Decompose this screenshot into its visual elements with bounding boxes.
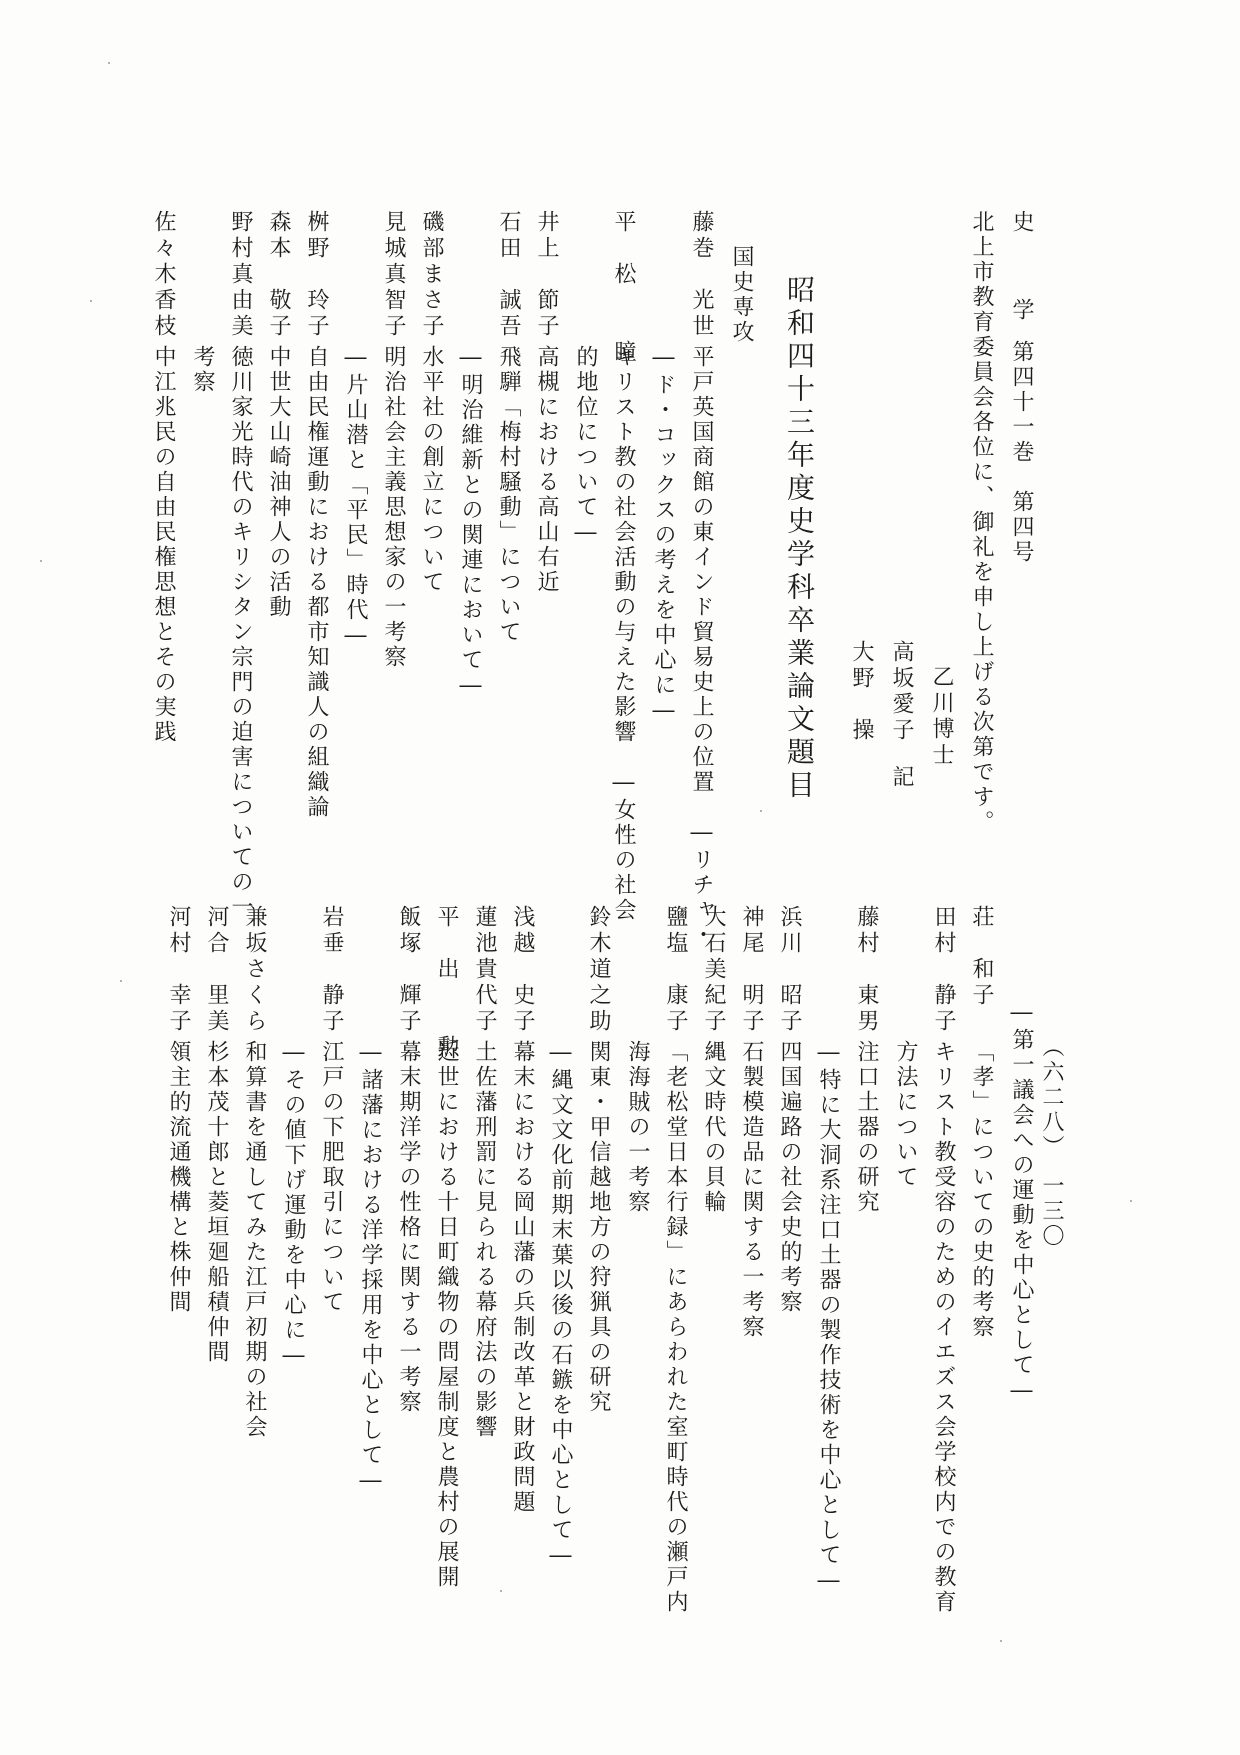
- entry-title: 「孝」についての史的考察: [969, 1040, 994, 1340]
- entry-title: 幕末期洋学の性格に関する一考察: [396, 1040, 421, 1415]
- entry-name: 磯部まさ子: [419, 210, 444, 340]
- entry-name: 平 出 勲: [434, 905, 459, 1061]
- entry-name: 野村真由美: [228, 210, 253, 340]
- entry-title: キリスト教受容のためのイエズス会学校内での教育: [931, 1040, 956, 1615]
- entry-title: 四国遍路の社会史的考察: [777, 1040, 802, 1315]
- scan-speck: [1130, 1200, 1132, 1202]
- entry-title: 自由民権運動における都市知識人の組織論: [304, 345, 329, 820]
- entry-title: 平戸英国商館の東インド貿易史上の位置 ―リチャ・: [689, 345, 714, 948]
- entry-name: 浅越 史子: [510, 905, 535, 1035]
- entry-name: 井上 節子: [534, 210, 559, 340]
- scan-speck: [120, 980, 122, 982]
- entry-title: 海海賊の一考察: [625, 1040, 650, 1215]
- entry-title: 幕末における岡山藩の兵制改革と財政問題: [510, 1040, 535, 1515]
- entry-title: 飛騨「梅村騒動」について: [496, 345, 521, 645]
- entry-title: 水平社の創立について: [419, 345, 444, 595]
- scan-speck: [1000, 1640, 1002, 1642]
- entry-name: 森本 敬子: [266, 210, 291, 340]
- entry-name: 鹽塩 康子: [663, 905, 688, 1035]
- entry-title: 近世における十日町織物の問屋制度と農村の展開: [434, 1040, 459, 1590]
- entry-title: 的地位について―: [573, 345, 598, 548]
- entry-title: 中世大山崎油神人の活動: [266, 345, 291, 620]
- entry-title: ―縄文文化前期末葉以後の石鏃を中心として―: [548, 1040, 573, 1571]
- entry-name: 藤村 東男: [854, 905, 879, 1035]
- entry-name: 見城真智子: [381, 210, 406, 340]
- scan-speck: [760, 810, 762, 812]
- section-title: 昭和四十三年度史学科卒業論文題目: [783, 275, 816, 803]
- entry-title: 関東・甲信越地方の狩猟具の研究: [586, 1040, 611, 1415]
- entry-name: 石田 誠吾: [496, 210, 521, 340]
- entry-title: 高槻における高山右近: [534, 345, 559, 595]
- entry-title: ―第一議会への運動を中心として―: [1009, 1000, 1034, 1406]
- entry-title: ―片山潜と「平民」時代―: [343, 345, 368, 651]
- journal-name: 史 学: [1009, 210, 1034, 342]
- entry-title: 方法について: [893, 1040, 918, 1190]
- scan-speck: [90, 300, 92, 302]
- entry-title: ―諸藩における洋学採用を中心として―: [358, 1040, 383, 1496]
- entry-title: 縄文時代の貝輪: [701, 1040, 726, 1215]
- entry-title: 徳川家光時代のキリシタン宗門の迫害についての一: [228, 345, 253, 920]
- scan-speck: [40, 560, 42, 562]
- entry-title: 領主的流通機構と株仲間: [166, 1040, 191, 1315]
- signer-1: 乙川博士: [929, 665, 954, 769]
- entry-title: キリスト教の社会活動の与えた影響 ―女性の社会: [611, 345, 636, 923]
- entry-name: 岩垂 静子: [319, 905, 344, 1035]
- entry-name: 蓮池貴代子: [472, 905, 497, 1035]
- entry-title: 中江兆民の自由民権思想とその実践: [151, 345, 176, 745]
- entry-title: 土佐藩刑罰に見られる幕府法の影響: [472, 1040, 497, 1440]
- entry-title: 注口土器の研究: [854, 1040, 879, 1215]
- thanks-message: 北上市教育委員会各位に、御礼を申し上げる次第です。: [969, 210, 994, 835]
- entry-name: 大石美紀子: [701, 905, 726, 1035]
- entry-title: 「老松堂日本行録」にあらわれた室町時代の瀬戸内: [663, 1040, 688, 1615]
- scan-speck: [108, 62, 110, 64]
- entry-title: 考察: [190, 345, 215, 395]
- entry-title: 石製模造品に関する一考察: [739, 1040, 764, 1340]
- entry-title: 和算書を通してみた江戸初期の社会: [242, 1040, 267, 1440]
- issue-label: 第四十一巻 第四号: [1009, 340, 1034, 565]
- entry-title: ―その値下げ運動を中心に―: [281, 1040, 306, 1371]
- entry-title: ―ド・コックスの考えを中心に―: [651, 345, 676, 726]
- signer-3: 大野 操: [849, 640, 874, 744]
- entry-name: 平 松 瞳: [611, 210, 636, 366]
- entry-title: ―特に大洞系注口土器の製作技術を中心として―: [816, 1040, 841, 1596]
- entry-title: 明治社会主義思想家の一考察: [381, 345, 406, 670]
- scan-speck: [500, 1590, 502, 1592]
- entry-name: 佐々木香枝: [151, 210, 176, 340]
- page-number: （六二八） 一三〇: [1039, 1035, 1064, 1249]
- entry-name: 飯塚 輝子: [396, 905, 421, 1035]
- entry-name: 荘 和子: [969, 905, 994, 1009]
- entry-name: 桝野 玲子: [304, 210, 329, 340]
- entry-title: ―明治維新との関連において―: [458, 345, 483, 701]
- entry-name: 河合 里美: [204, 905, 229, 1035]
- signer-2: 高坂愛子: [889, 640, 914, 744]
- entry-name: 神尾 明子: [739, 905, 764, 1035]
- entry-name: 兼坂さくら: [242, 905, 267, 1035]
- ki-mark: 記: [889, 765, 914, 790]
- entry-title: 杉本茂十郎と菱垣廻船積仲間: [204, 1040, 229, 1365]
- entry-name: 河村 幸子: [166, 905, 191, 1035]
- entry-title: 江戸の下肥取引について: [319, 1040, 344, 1315]
- section-subtitle: 国史専攻: [729, 245, 754, 345]
- entry-name: 藤巻 光世: [689, 210, 714, 340]
- entry-name: 鈴木道之助: [586, 905, 611, 1035]
- entry-name: 浜川 昭子: [777, 905, 802, 1035]
- entry-name: 田村 静子: [931, 905, 956, 1035]
